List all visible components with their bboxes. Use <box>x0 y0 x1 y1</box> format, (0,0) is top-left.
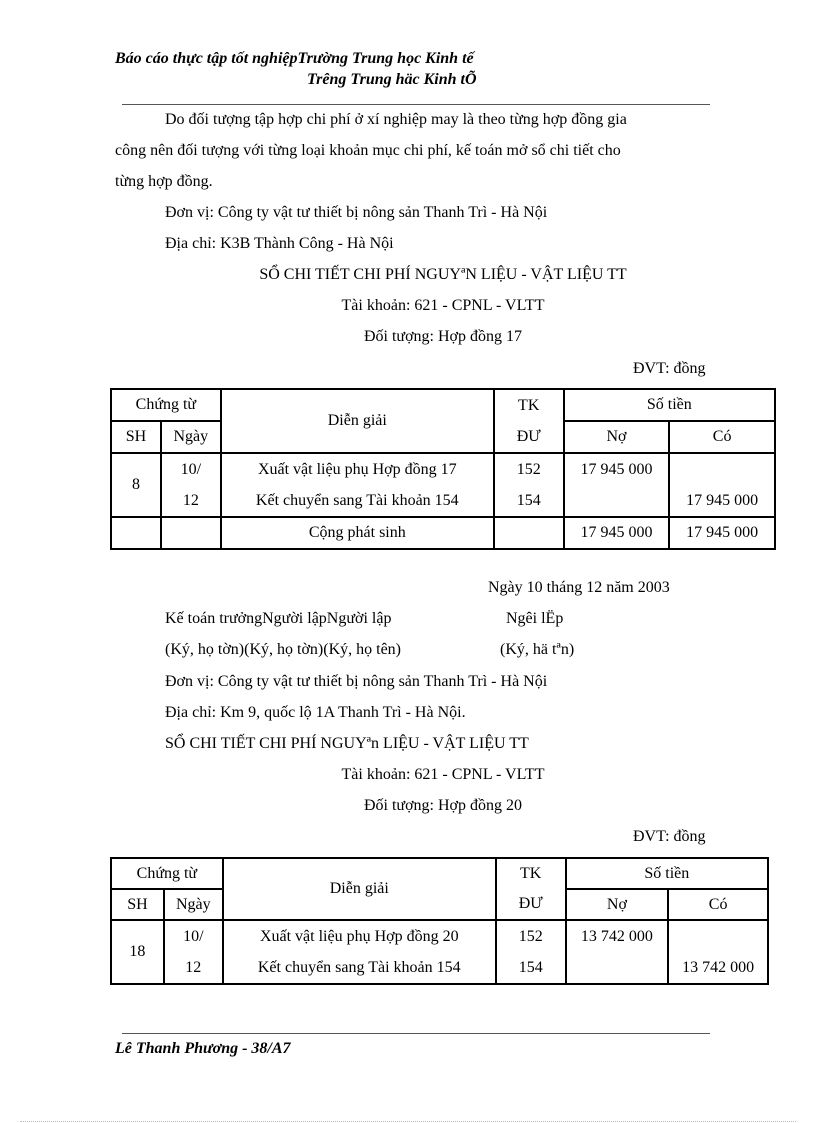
row-account: 154 <box>496 952 566 984</box>
ledger2-account: Tài khoản: 621 - CPNL - VLTT <box>341 766 545 783</box>
row-debit: 13 742 000 <box>566 920 669 952</box>
ledger1-currency: ĐVT: đồng <box>633 360 706 377</box>
footer-author: Lê Thanh Phương - 38/A7 <box>115 1040 291 1057</box>
col-header-sh: SH <box>111 421 161 453</box>
signature-date: Ngày 10 tháng 12 năm 2003 <box>488 579 670 596</box>
report-header-line1: Báo cáo thực tập tốt nghiệpTrường Trung học Kinh tế <box>115 50 474 67</box>
ledger2-table <box>110 857 769 985</box>
header-divider <box>122 104 710 105</box>
report-header-line2: Trêng Trung häc Kinh tÕ <box>307 71 477 88</box>
total-label: Cộng phát sinh <box>221 517 494 549</box>
ledger2-currency: ĐVT: đồng <box>633 828 706 845</box>
table-row <box>111 453 775 485</box>
ledger2-object: Đối tượng: Hợp đồng 20 <box>363 797 523 814</box>
col-header-credit: Có <box>669 421 775 453</box>
signature-hints: (Ký, họ tờn)(Ký, họ tờn)(Ký, họ tên) <box>165 641 401 658</box>
col-header-description: Diễn giải <box>221 389 494 453</box>
row-credit: 17 945 000 <box>669 485 775 517</box>
row-description: Xuất vật liệu phụ Hợp đồng 17 <box>221 453 494 485</box>
ledger1-address: Địa chỉ: K3B Thành Công - Hà Nội <box>165 235 394 252</box>
table-row <box>111 920 768 952</box>
voucher-date-part1: 10/ <box>161 453 221 485</box>
total-row <box>111 517 775 549</box>
row-description: Kết chuyển sang Tài khoản 154 <box>223 952 496 984</box>
voucher-date-part2: 12 <box>164 952 223 984</box>
intro-line-2: công nên đối tượng với từng loại khoản mục chi phí, kế toán mở sổ chi tiết cho <box>115 142 621 159</box>
col-header-description: Diễn giải <box>223 858 496 920</box>
page-edge-line <box>20 1121 796 1122</box>
col-header-voucher: Chứng từ <box>111 389 221 421</box>
col-header-debit: Nợ <box>564 421 670 453</box>
signature-roles: Kế toán trưởngNgười lậpNgười lập <box>165 610 392 627</box>
table-row <box>111 485 775 517</box>
col-header-date: Ngày <box>164 889 223 920</box>
row-account: 152 <box>494 453 564 485</box>
row-debit <box>564 485 670 517</box>
intro-line-3: từng hợp đồng. <box>115 173 213 190</box>
col-header-account-2: ĐƯ <box>496 889 566 920</box>
ledger1-unit: Đơn vị: Công ty vật tư thiết bị nông sản Thanh Trì - Hà Nội <box>165 204 548 221</box>
row-description: Kết chuyển sang Tài khoản 154 <box>221 485 494 517</box>
row-debit <box>566 952 669 984</box>
signature-roles-extra: Ngêi lËp <box>506 610 564 627</box>
total-credit: 17 945 000 <box>669 517 775 549</box>
col-header-debit: Nợ <box>566 889 669 920</box>
voucher-date-part2: 12 <box>161 485 221 517</box>
table-row <box>111 952 768 984</box>
ledger2-address: Địa chỉ: Km 9, quốc lộ 1A Thanh Trì - Hà Nội. <box>165 704 466 721</box>
intro-line-1: Do đối tượng tập hợp chi phí ở xí nghiệp may là theo từng hợp đồng gia <box>165 111 627 128</box>
total-debit: 17 945 000 <box>564 517 670 549</box>
ledger1-account: Tài khoản: 621 - CPNL - VLTT <box>341 297 545 314</box>
footer-divider <box>122 1033 710 1034</box>
col-header-amount: Số tiền <box>566 858 768 889</box>
ledger1-title: SỔ CHI TIẾT CHI PHÍ NGUYªN LIỆU - VẬT LIỆU TT <box>259 266 627 283</box>
row-description: Xuất vật liệu phụ Hợp đồng 20 <box>223 920 496 952</box>
ledger2-unit: Đơn vị: Công ty vật tư thiết bị nông sản Thanh Trì - Hà Nội <box>165 673 548 690</box>
col-header-account-2: ĐƯ <box>494 421 564 453</box>
row-credit <box>668 920 768 952</box>
row-debit: 17 945 000 <box>564 453 670 485</box>
ledger1-table <box>110 388 776 550</box>
voucher-date-part1: 10/ <box>164 920 223 952</box>
col-header-voucher: Chứng từ <box>111 858 223 889</box>
ledger1-object: Đối tượng: Hợp đồng 17 <box>363 328 523 345</box>
ledger2-title: SỔ CHI TIẾT CHI PHÍ NGUYªn LIỆU - VẬT LIỆU TT <box>165 735 529 752</box>
row-credit <box>669 453 775 485</box>
row-account: 154 <box>494 485 564 517</box>
voucher-number: 8 <box>111 453 161 517</box>
col-header-account-1: TK <box>494 389 564 421</box>
col-header-amount: Số tiền <box>564 389 775 421</box>
col-header-sh: SH <box>111 889 164 920</box>
col-header-account-1: TK <box>496 858 566 889</box>
signature-hints-extra: (Ký, hä tªn) <box>500 641 575 658</box>
col-header-date: Ngày <box>161 421 221 453</box>
voucher-number: 18 <box>111 920 164 984</box>
row-credit: 13 742 000 <box>668 952 768 984</box>
row-account: 152 <box>496 920 566 952</box>
col-header-credit: Có <box>668 889 768 920</box>
